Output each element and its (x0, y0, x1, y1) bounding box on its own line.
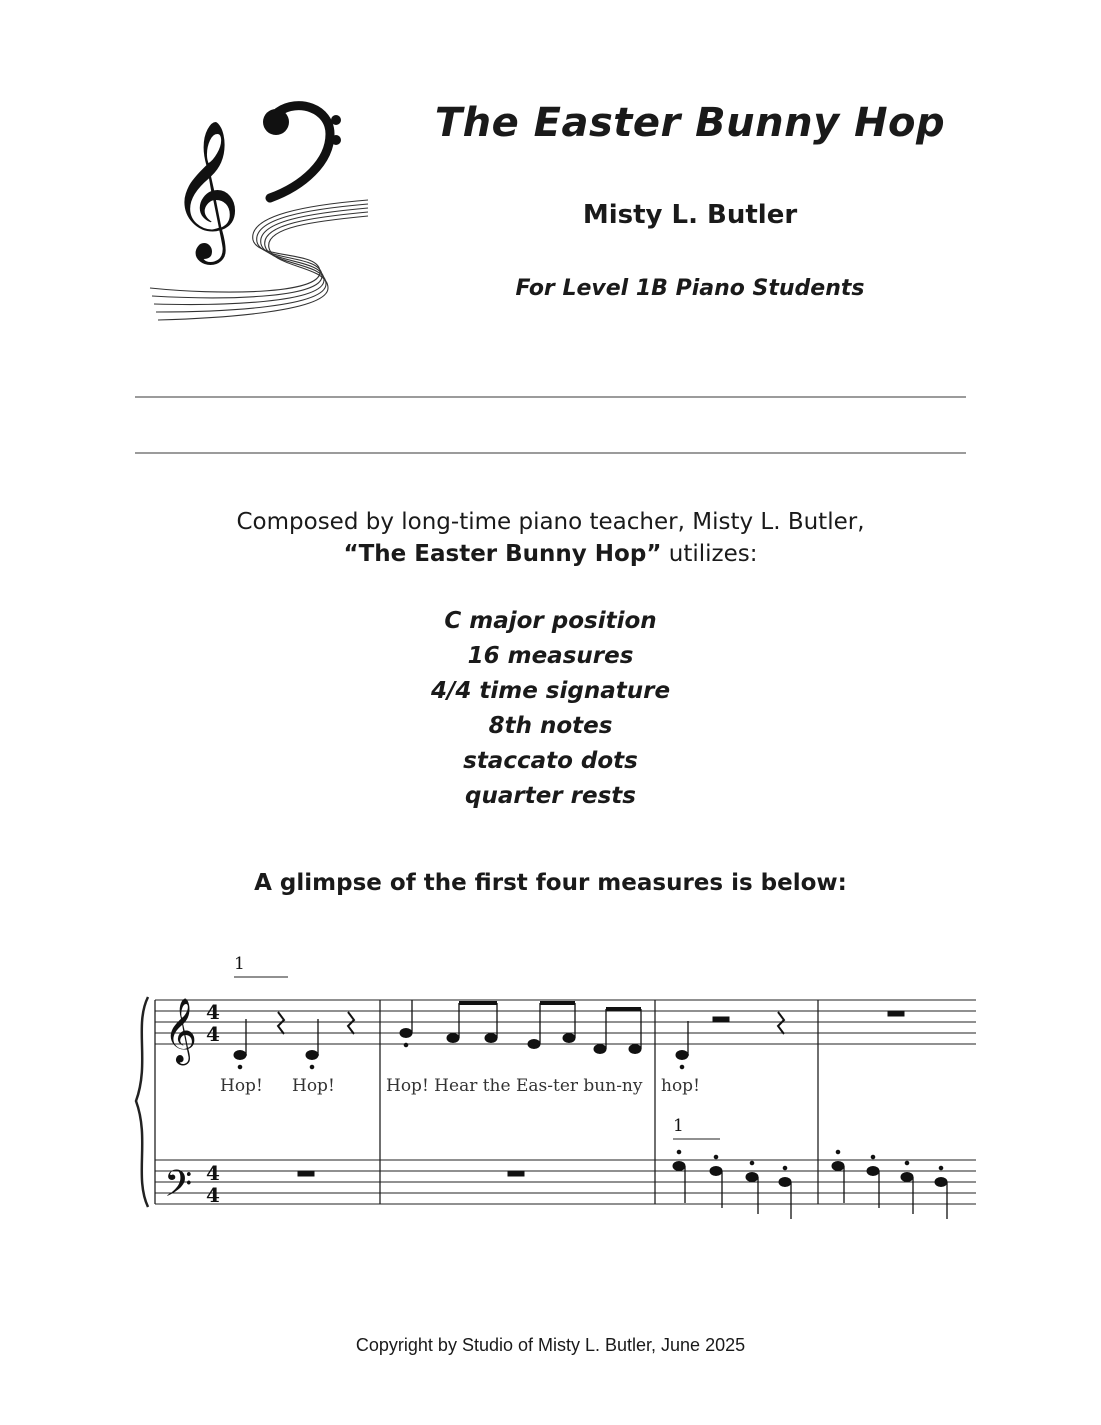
intro-paragraph (100, 506, 1001, 570)
level-subtitle: For Level 1B Piano Students (515, 276, 865, 301)
feature-item: 16 measures (467, 643, 634, 669)
divider-line (135, 396, 966, 398)
time-sig-top: 4 (206, 1000, 220, 1024)
composer-name: Misty L. Butler (582, 200, 798, 230)
lyric: Hop! (220, 1076, 263, 1096)
treble-clef-icon: 𝄞 (164, 998, 198, 1063)
bass-notes (298, 1150, 947, 1219)
intro-suffix: utilizes: (661, 541, 758, 567)
svg-text:𝄞: 𝄞 (170, 120, 241, 259)
music-score-excerpt (130, 945, 976, 1225)
treble-notes (234, 1000, 904, 1069)
divider-line (135, 452, 966, 454)
copyright-footer: Copyright by Studio of Misty L. Butler, June 2025 (355, 1335, 746, 1355)
song-title-inline: “The Easter Bunny Hop” (343, 541, 662, 567)
brace-icon (136, 997, 148, 1207)
lyric: hop! (661, 1076, 700, 1096)
song-title: The Easter Bunny Hop (434, 100, 946, 146)
fingering-number: 1 (673, 1116, 684, 1136)
glimpse-caption: A glimpse of the first four measures is below: (254, 870, 847, 896)
feature-list (300, 604, 801, 814)
feature-item: 4/4 time signature (430, 678, 671, 704)
intro-line: Composed by long-time piano teacher, Misty L. Butler, (236, 509, 865, 535)
feature-item: C major position (444, 608, 657, 634)
fingering-number: 1 (234, 954, 245, 974)
feature-item: 8th notes (488, 713, 613, 739)
time-sig-bottom: 4 (206, 1022, 220, 1046)
lyric: Hop! (292, 1076, 335, 1096)
lyric: Hop! Hear the Eas-ter bun-ny (386, 1076, 643, 1096)
bass-clef-icon: 𝄢 (164, 1163, 193, 1214)
clef-logo-icon (148, 100, 378, 340)
feature-item: staccato dots (463, 748, 638, 774)
intro-line (100, 538, 1001, 570)
bass-staff (155, 1160, 976, 1204)
feature-item: quarter rests (465, 783, 636, 809)
time-sig-top: 4 (206, 1161, 220, 1185)
time-sig-bottom: 4 (206, 1183, 220, 1207)
